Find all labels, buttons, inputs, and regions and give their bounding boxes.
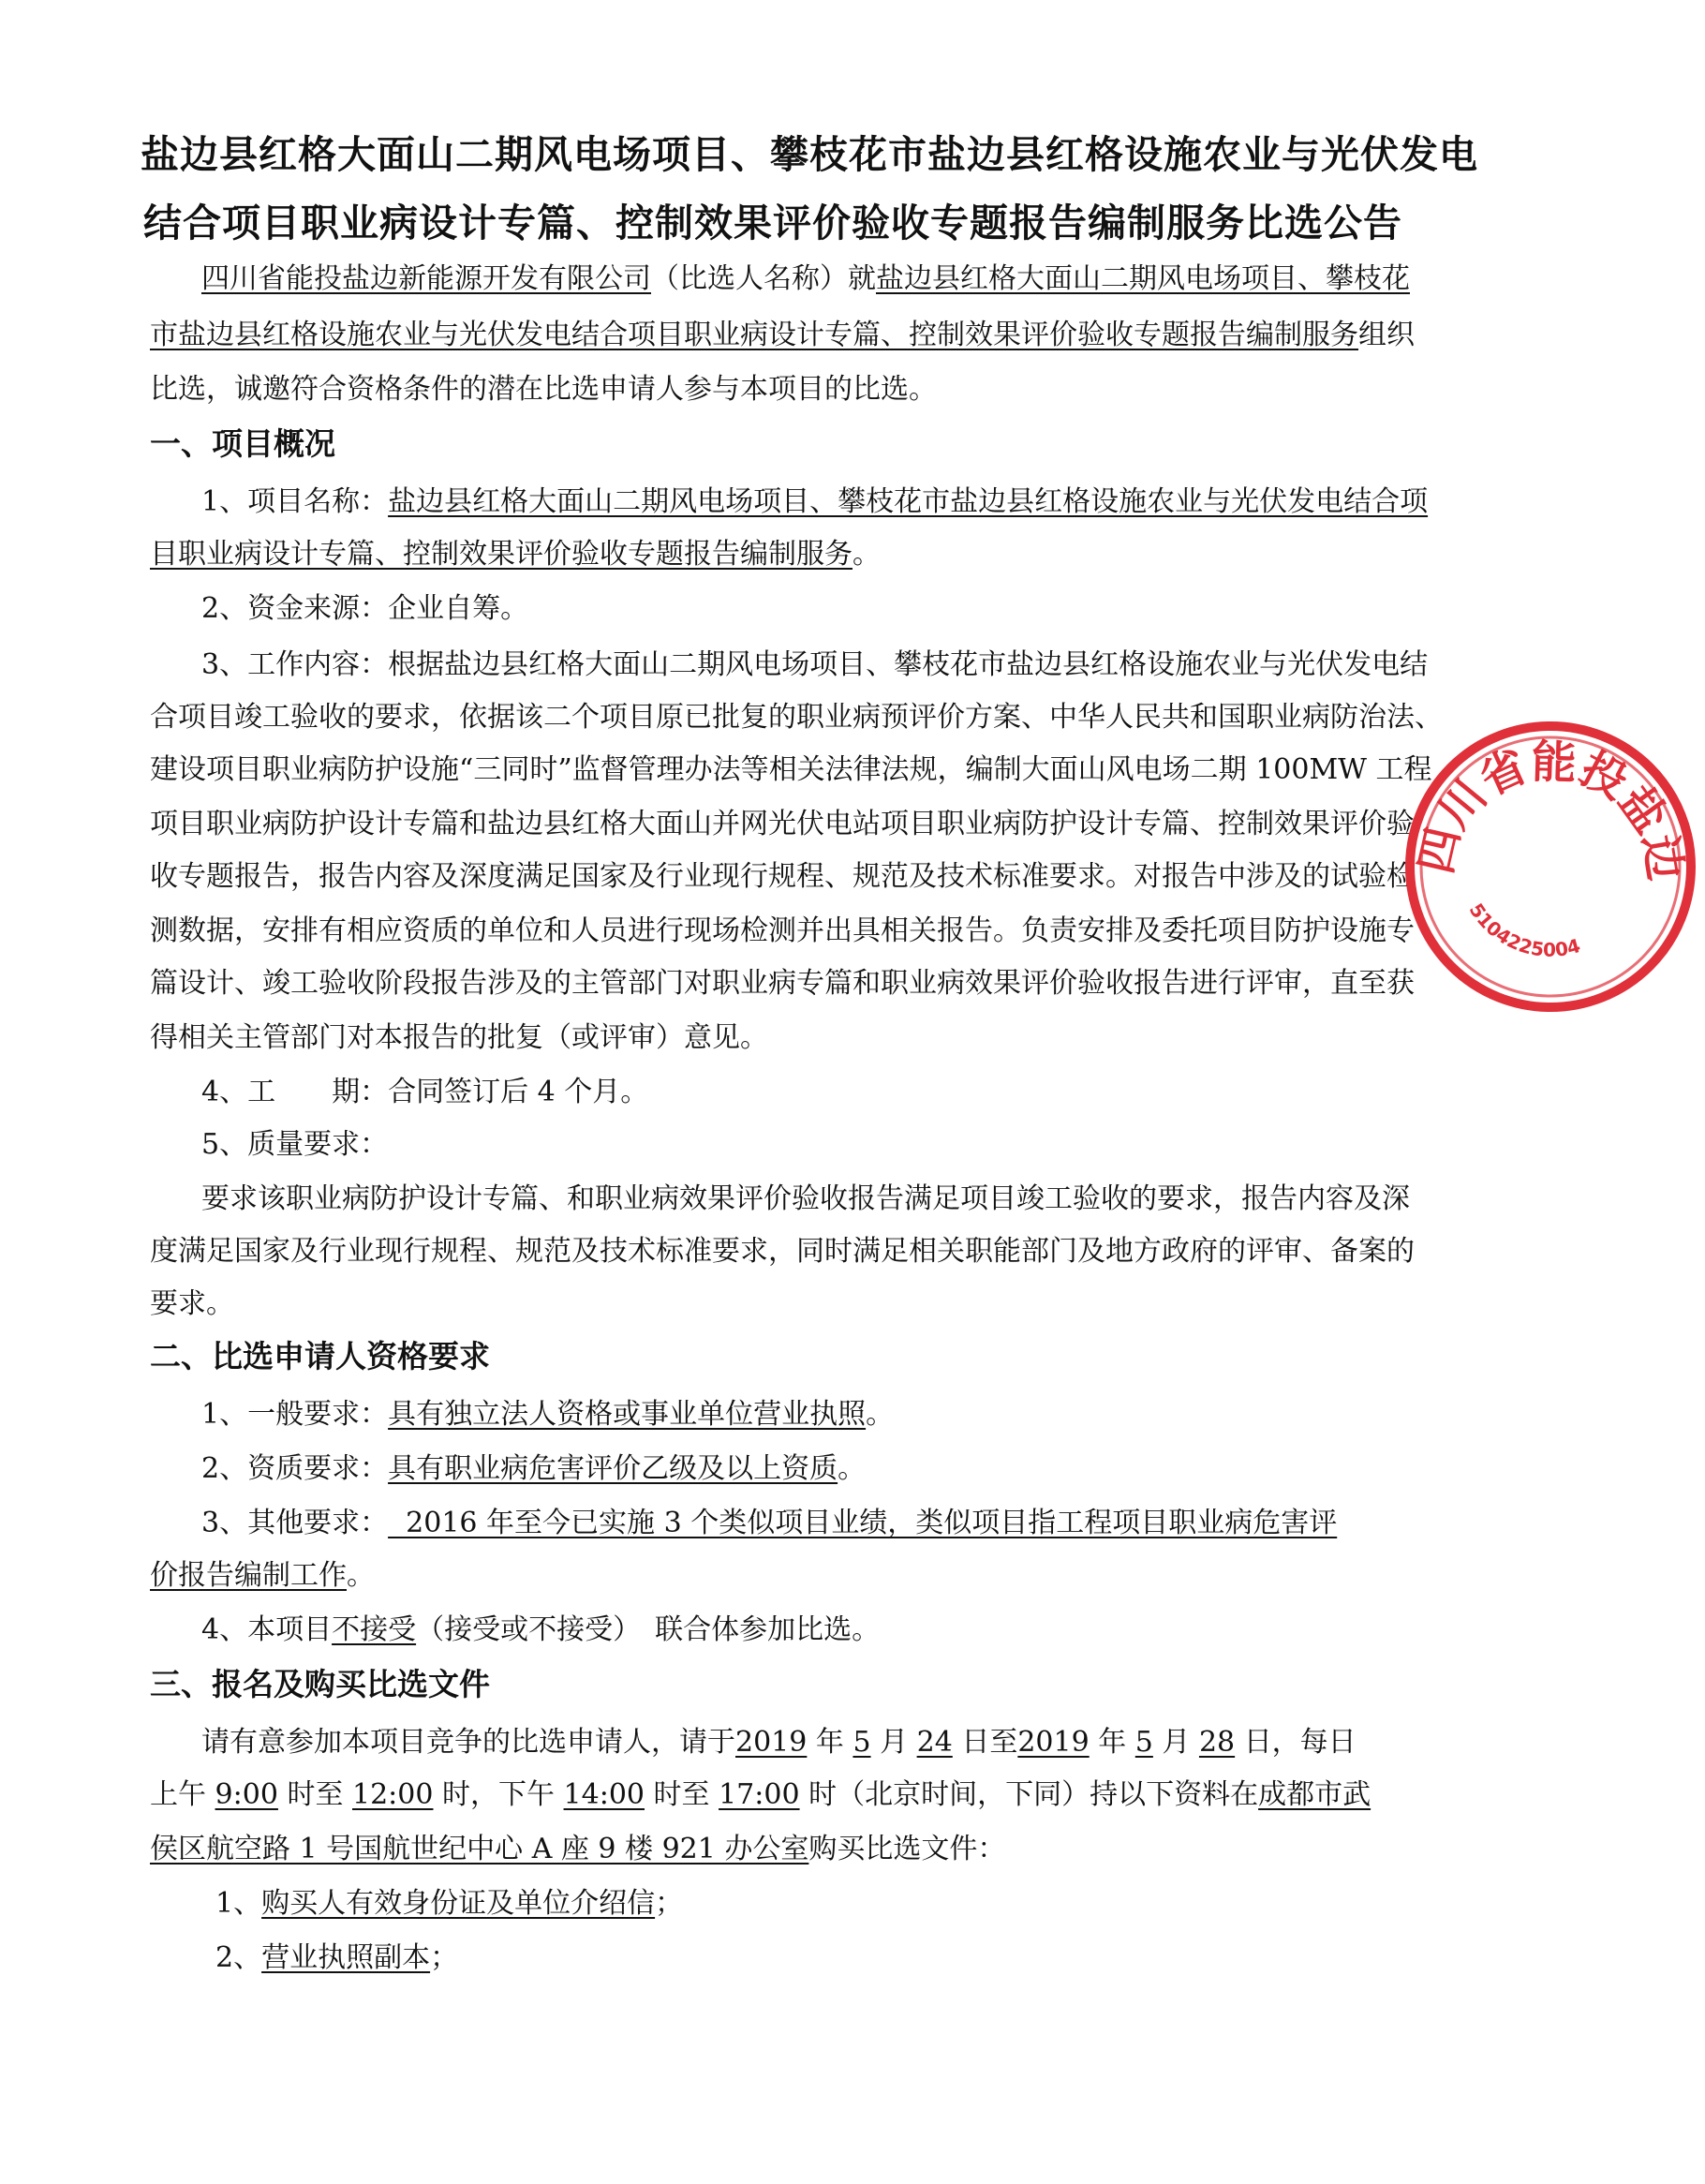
s1-item1-line-2 <box>150 536 881 573</box>
s1-item5-line: 要求该职业病防护设计专篇、和职业病效果评价验收报告满足项目竣工验收的要求，报告内容及深 <box>201 1182 1410 1215</box>
period: 。 <box>866 1398 895 1431</box>
section3-heading: 三、报名及购买比选文件 <box>150 1666 490 1702</box>
am-end: 12:00 <box>352 1778 434 1811</box>
am-start: 9:00 <box>215 1778 278 1811</box>
s3-p1-post: 日，每日 <box>1243 1726 1357 1759</box>
s3-req2-value: 营业执照副本 <box>261 1941 431 1974</box>
title-line-2: 结合项目职业病设计专篇、控制效果评价验收专题报告编制服务比选公告 <box>143 201 1402 245</box>
s2-item1 <box>201 1396 894 1434</box>
start-month: 5 <box>852 1726 871 1759</box>
start-day: 24 <box>916 1726 953 1759</box>
end-day: 28 <box>1198 1726 1236 1759</box>
s1-item1-label: 1、项目名称： <box>201 485 389 518</box>
s2-item1-value: 具有独立法人资格或事业单位营业执照 <box>388 1398 867 1431</box>
s3-para-line-2: 上午 9:00 时至 12:00 时，下午 14:00 时至 17:00 时（北京时间，下同）持以下资料在成都市武 <box>150 1778 1371 1811</box>
s3-req2-label: 2、 <box>215 1941 262 1974</box>
section1-heading: 一、项目概况 <box>150 425 335 462</box>
intro-line-1 <box>201 260 1410 298</box>
s2-item2-value: 具有职业病危害评价乙级及以上资质 <box>388 1452 838 1485</box>
semicolon: ； <box>430 1941 459 1974</box>
s2-item2 <box>201 1450 866 1488</box>
period: 。 <box>347 1559 375 1592</box>
s3-buy: 购买比选文件： <box>808 1833 1006 1865</box>
s3-para-line-1: 请有意参加本项目竞争的比选申请人，请于2019 年 5 月 24 日至2019 年 5 月 28 日，每日 <box>201 1726 1357 1759</box>
s3-p1-pre: 请有意参加本项目竞争的比选申请人，请于 <box>201 1726 735 1759</box>
s1-item3-line: 合项目竣工验收的要求，依据该二个项目原已批复的职业病预评价方案、中华人民共和国职业病防治法、 <box>150 701 1443 734</box>
s3-req1-value: 购买人有效身份证及单位介绍信 <box>261 1887 656 1920</box>
s1-item1-line-1 <box>201 483 1428 521</box>
s2-item4 <box>201 1612 880 1649</box>
s2-item4-value: 不接受 <box>332 1613 417 1646</box>
s1-item5-line: 要求。 <box>150 1287 234 1320</box>
intro-organize: 组织 <box>1358 319 1415 351</box>
period: 。 <box>838 1452 867 1485</box>
s2-item3-label: 3、其他要求： <box>201 1507 389 1539</box>
s1-item3-line: 测数据，安排有相应资质的单位和人员进行现场检测并出具相关报告。负责安排及委托项目防护设施专 <box>150 914 1415 947</box>
s2-item3-line-1 <box>201 1505 1337 1542</box>
s3-req1-label: 1、 <box>215 1887 262 1920</box>
company-seal <box>1396 712 1705 1021</box>
intro-project-a: 盐边县红格大面山二期风电场项目、攀枝花 <box>876 262 1410 295</box>
s1-item1-end: 。 <box>852 538 881 571</box>
intro-line-2 <box>150 317 1415 354</box>
s2-item4-pre: 4、本项目 <box>201 1613 333 1646</box>
company-name: 四川省能投盐边新能源开发有限公司 <box>201 262 651 295</box>
s3-mid: 日至 <box>961 1726 1018 1759</box>
s1-item3-line: 篇设计、竣工验收阶段报告涉及的主管部门对职业病专篇和职业病效果评价验收报告进行评审，直至获 <box>150 967 1415 1000</box>
location-a: 成都市武 <box>1258 1778 1371 1811</box>
s2-item2-label: 2、资质要求： <box>201 1452 389 1485</box>
section2-heading: 二、比选申请人资格要求 <box>150 1338 490 1374</box>
pm-start: 14:00 <box>563 1778 645 1811</box>
s1-item1-value-a: 盐边县红格大面山二期风电场项目、攀枝花市盐边县红格设施农业与光伏发电结合项 <box>388 485 1429 518</box>
s3-req1 <box>215 1885 683 1923</box>
s1-item2: 2、资金来源：企业自筹。 <box>201 592 529 625</box>
intro-line-3: 比选，诚邀符合资格条件的潜在比选申请人参与本项目的比选。 <box>150 373 937 406</box>
intro-project-b: 市盐边县红格设施农业与光伏发电结合项目职业病设计专篇、控制效果评价验收专题报告编制服务 <box>150 319 1358 351</box>
s3-para-line-3 <box>150 1831 1005 1868</box>
s2-item4-post: （接受或不接受） 联合体参加比选。 <box>416 1613 881 1646</box>
s1-item3-line: 3、工作内容：根据盐边县红格大面山二期风电场项目、攀枝花市盐边县红格设施农业与光伏发电结 <box>201 648 1429 681</box>
s1-item3-line: 得相关主管部门对本报告的批复（或评审）意见。 <box>150 1021 768 1054</box>
s1-item5-line: 度满足国家及行业现行规程、规范及技术标准要求，同时满足相关职能部门及地方政府的评审、备案的 <box>150 1235 1415 1268</box>
start-year: 2019 <box>735 1726 808 1759</box>
location-b: 侯区航空路 1 号国航世纪中心 A 座 9 楼 921 办公室 <box>150 1833 809 1865</box>
s3-req2 <box>215 1939 458 1977</box>
s1-item5: 5、质量要求： <box>201 1128 389 1161</box>
seal-code: 5104225004 <box>1464 899 1583 961</box>
s1-item3-line: 收专题报告，报告内容及深度满足国家及行业现行规程、规范及技术标准要求。对报告中涉及的试验检 <box>150 860 1415 893</box>
s1-item1-value-b: 目职业病设计专篇、控制效果评价验收专题报告编制服务 <box>150 538 852 571</box>
title-line-1: 盐边县红格大面山二期风电场项目、攀枝花市盐边县红格设施农业与光伏发电 <box>141 132 1478 177</box>
s2-item3-value-a: 2016 年至今已实施 3 个类似项目业绩，类似项目指工程项目职业病危害评 <box>388 1507 1338 1539</box>
s1-item3-line: 项目职业病防护设计专篇和盐边县红格大面山并网光伏电站项目职业病防护设计专篇、控制效果评价验 <box>150 808 1415 840</box>
s2-item3-value-b: 价报告编制工作 <box>150 1559 347 1592</box>
end-year: 2019 <box>1017 1726 1090 1759</box>
semicolon: ； <box>655 1887 684 1920</box>
s2-item1-label: 1、一般要求： <box>201 1398 389 1431</box>
pm-end: 17:00 <box>719 1778 800 1811</box>
end-month: 5 <box>1134 1726 1153 1759</box>
s1-item3-line: 建设项目职业病防护设施“三同时”监督管理办法等相关法律法规，编制大面山风电场二期 100MW 工程 <box>150 753 1432 786</box>
s2-item3-line-2 <box>150 1557 375 1595</box>
seal-text: 四川省能投盐边 <box>1409 735 1692 884</box>
s1-item4: 4、工 期：合同签订后 4 个月。 <box>201 1076 649 1108</box>
company-note: （比选人名称）就 <box>651 262 876 295</box>
